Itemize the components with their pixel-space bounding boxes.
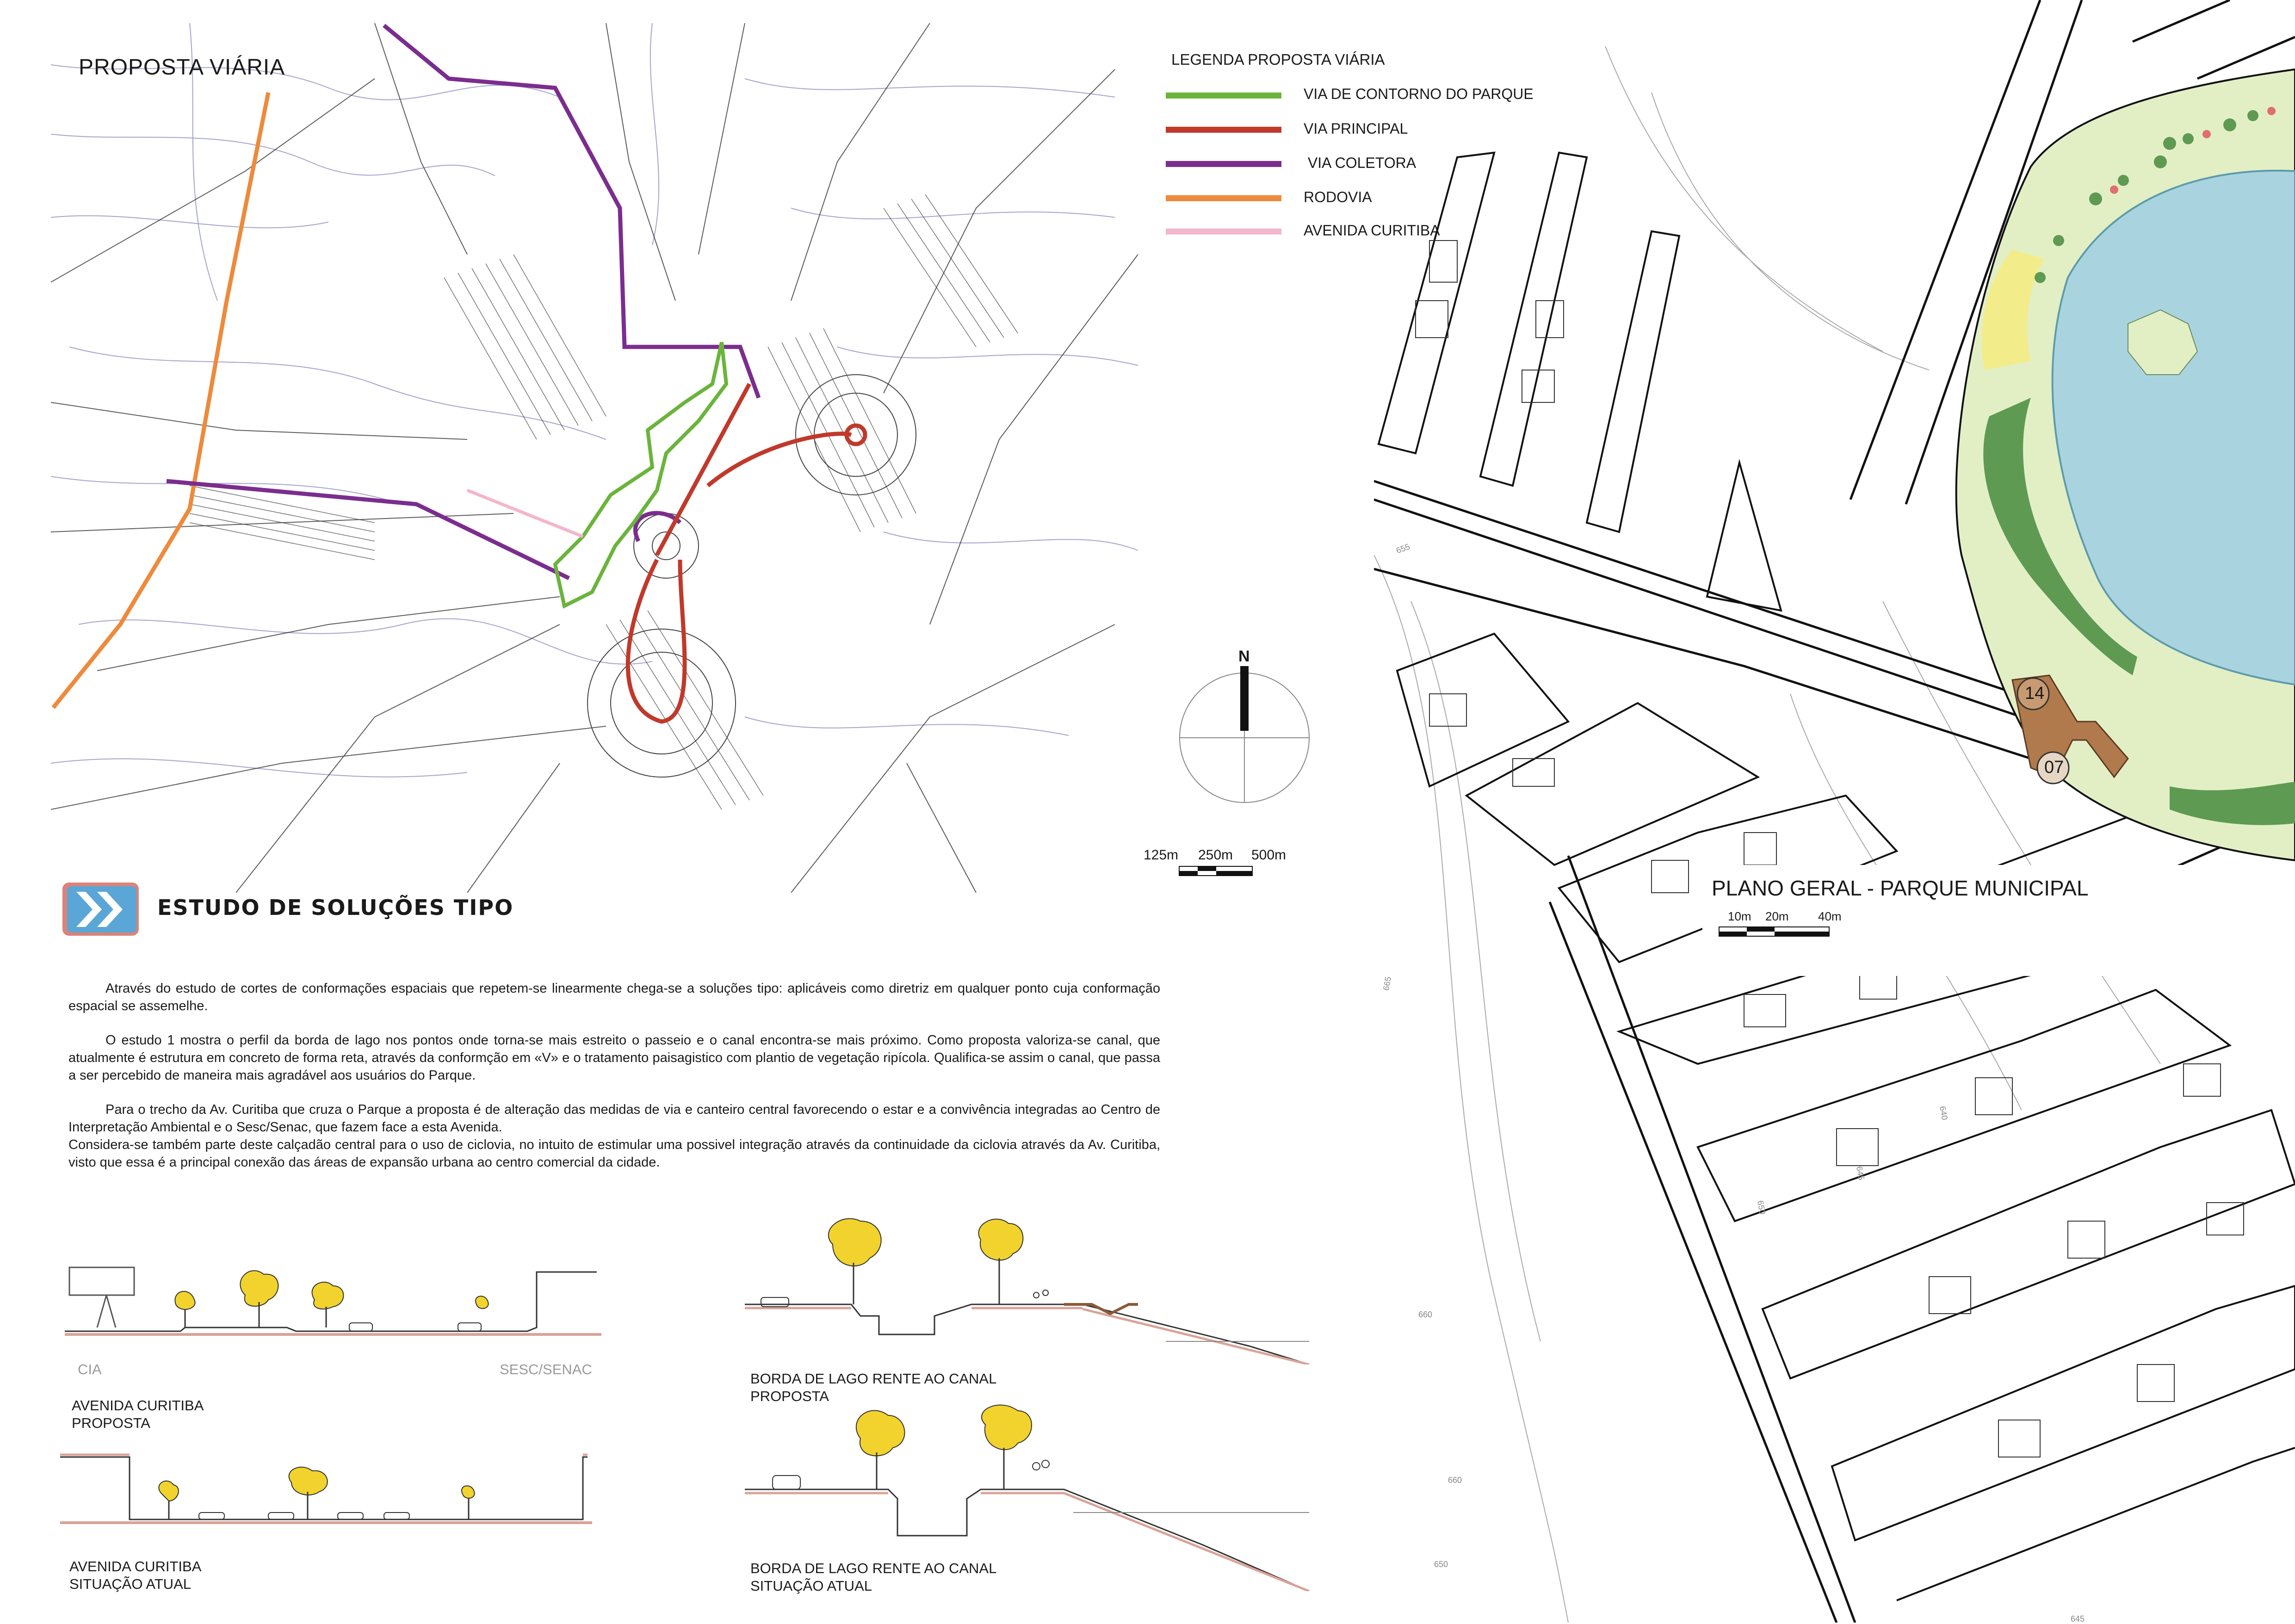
av-proposta-caption-1: AVENIDA CURITIBA	[72, 1397, 204, 1414]
paragraph-1: Através do estudo de cortes de conformações espaciais que repetem-se linearmente chega-se a soluções tipo: aplicáveis como diretriz em qualquer ponto cuja conformação espacial se assemelhe.	[68, 981, 1160, 1013]
contour-label-6: 650	[1434, 1560, 1448, 1569]
contour-label-8: 645	[1855, 1165, 1866, 1181]
section-drawing-av-atual	[60, 1443, 606, 1536]
plan-scale-label-3: 40m	[1818, 909, 1842, 923]
left-scale-label-3: 500m	[1251, 847, 1287, 863]
via-coletora-line	[167, 25, 759, 578]
paragraph-2: O estudo 1 mostra o perfil da borda de lago nos pontos onde torna-se mais estreito o passeio e o canal encontra-se mais próximo. Como proposta valoriza-se canal, que atualmente é estrutura em concreto de forma reta, através da conformção em «V» e o tratamento paisagistico com plantio de vegetação ripícola. Qualifica-se assim o canal, que passa a ser percebido de maneira mais agradável aos usuários do Parque.	[68, 1033, 1160, 1083]
contour-label-1: 655	[1395, 542, 1411, 556]
marker-07: 07	[2044, 758, 2064, 777]
legend-label-curitiba: AVENIDA CURITIBA	[1304, 222, 1440, 239]
legend-swatch-principal	[1166, 127, 1281, 133]
contour-label-10: 645	[2071, 1614, 2085, 1624]
legend-label-principal: VIA PRINCIPAL	[1304, 120, 1408, 137]
legend-label-coletora: VIA COLETORA	[1304, 154, 1417, 171]
av-proposta-caption	[72, 1397, 204, 1432]
left-scale-label-1: 125m	[1144, 847, 1179, 863]
av-atual-caption	[69, 1558, 201, 1593]
plan-title: PLANO GERAL - PARQUE MUNICIPAL	[1712, 876, 2089, 900]
paragraph-4: Considera-se também parte deste calçadão central para o uso de ciclovia, no intuito de estimular uma possivel integração através da continuidade da ciclovia através da Av. Curitiba, visto que essa é a principal conexão das áreas de expansão urbana ao centro comercial da cidade.	[68, 1137, 1160, 1170]
section-title: ESTUDO DE SOLUÇÕES TIPO	[157, 895, 514, 920]
legend-swatch-rodovia	[1166, 195, 1281, 201]
map-title: PROPOSTA VIÁRIA	[79, 55, 285, 80]
contour-label-3: 660	[1418, 1310, 1433, 1319]
contour-label-4: 660	[1448, 1476, 1462, 1485]
north-label: N	[1238, 648, 1250, 665]
legend-swatch-curitiba	[1166, 228, 1281, 235]
rodovia-line	[53, 93, 268, 708]
section-chevron-icon	[62, 883, 141, 938]
legend-title: LEGENDA PROPOSTA VIÁRIA	[1171, 51, 1385, 68]
contour-label-9: 650	[1756, 1199, 1767, 1215]
plan-scale-label-1: 10m	[1728, 909, 1751, 923]
legend-swatch-contorno	[1166, 93, 1281, 99]
legend-label-rodovia: RODOVIA	[1304, 189, 1372, 205]
radial-neighborhood-south	[588, 629, 736, 777]
marker-14: 14	[2025, 684, 2045, 703]
av-atual-caption-2: SITUAÇÃO ATUAL	[69, 1576, 191, 1592]
section-drawing-av-proposta	[65, 1249, 611, 1355]
av-proposta-right-label: SESC/SENAC	[500, 1361, 592, 1377]
av-proposta-caption-2: PROPOSTA	[72, 1415, 150, 1431]
plan-scale-label-2: 20m	[1765, 909, 1789, 923]
borda-atual-caption-1: BORDA DE LAGO RENTE AO CANAL	[750, 1560, 997, 1576]
legend-swatch-coletora	[1166, 161, 1281, 167]
central-roundabout	[634, 513, 699, 578]
paragraph-3: Para o trecho da Av. Curitiba que cruza o Parque a proposta é de alteração das medidas de via e canteiro central favorecendo o estar e a convivência integradas ao Centro de Interpretação Ambiental e o Sesc/Senac, que fazem face a esta Avenida.	[68, 1102, 1160, 1135]
north-arrow-icon	[1175, 648, 1314, 814]
road-proposal-map	[51, 23, 1161, 893]
section-drawing-borda-proposta	[740, 1212, 1314, 1365]
left-scale-bar	[1179, 866, 1253, 876]
borda-proposta-caption-2: PROPOSTA	[750, 1388, 829, 1404]
park-master-plan	[1374, 0, 2295, 1623]
av-proposta-left-label: CIA	[78, 1361, 102, 1377]
legend-label-contorno: VIA DE CONTORNO DO PARQUE	[1304, 86, 1534, 102]
dense-grid-blocks	[190, 194, 1018, 809]
contour-label-7: 640	[1938, 1105, 1949, 1121]
contour-label-2: 665	[1381, 976, 1393, 991]
terrain-lines	[51, 23, 1138, 777]
left-scale-label-2: 250m	[1198, 847, 1233, 863]
borda-atual-caption-2: SITUAÇÃO ATUAL	[750, 1578, 872, 1594]
plan-scale-bar	[1719, 926, 1830, 937]
avenida-curitiba-line	[467, 490, 583, 537]
section-text	[68, 980, 1160, 1171]
parcel-lines	[51, 23, 1138, 893]
av-atual-caption-1: AVENIDA CURITIBA	[69, 1558, 202, 1575]
via-principal-line	[628, 384, 851, 722]
borda-proposta-caption-1: BORDA DE LAGO RENTE AO CANAL	[750, 1371, 997, 1387]
borda-atual-caption	[750, 1560, 996, 1595]
